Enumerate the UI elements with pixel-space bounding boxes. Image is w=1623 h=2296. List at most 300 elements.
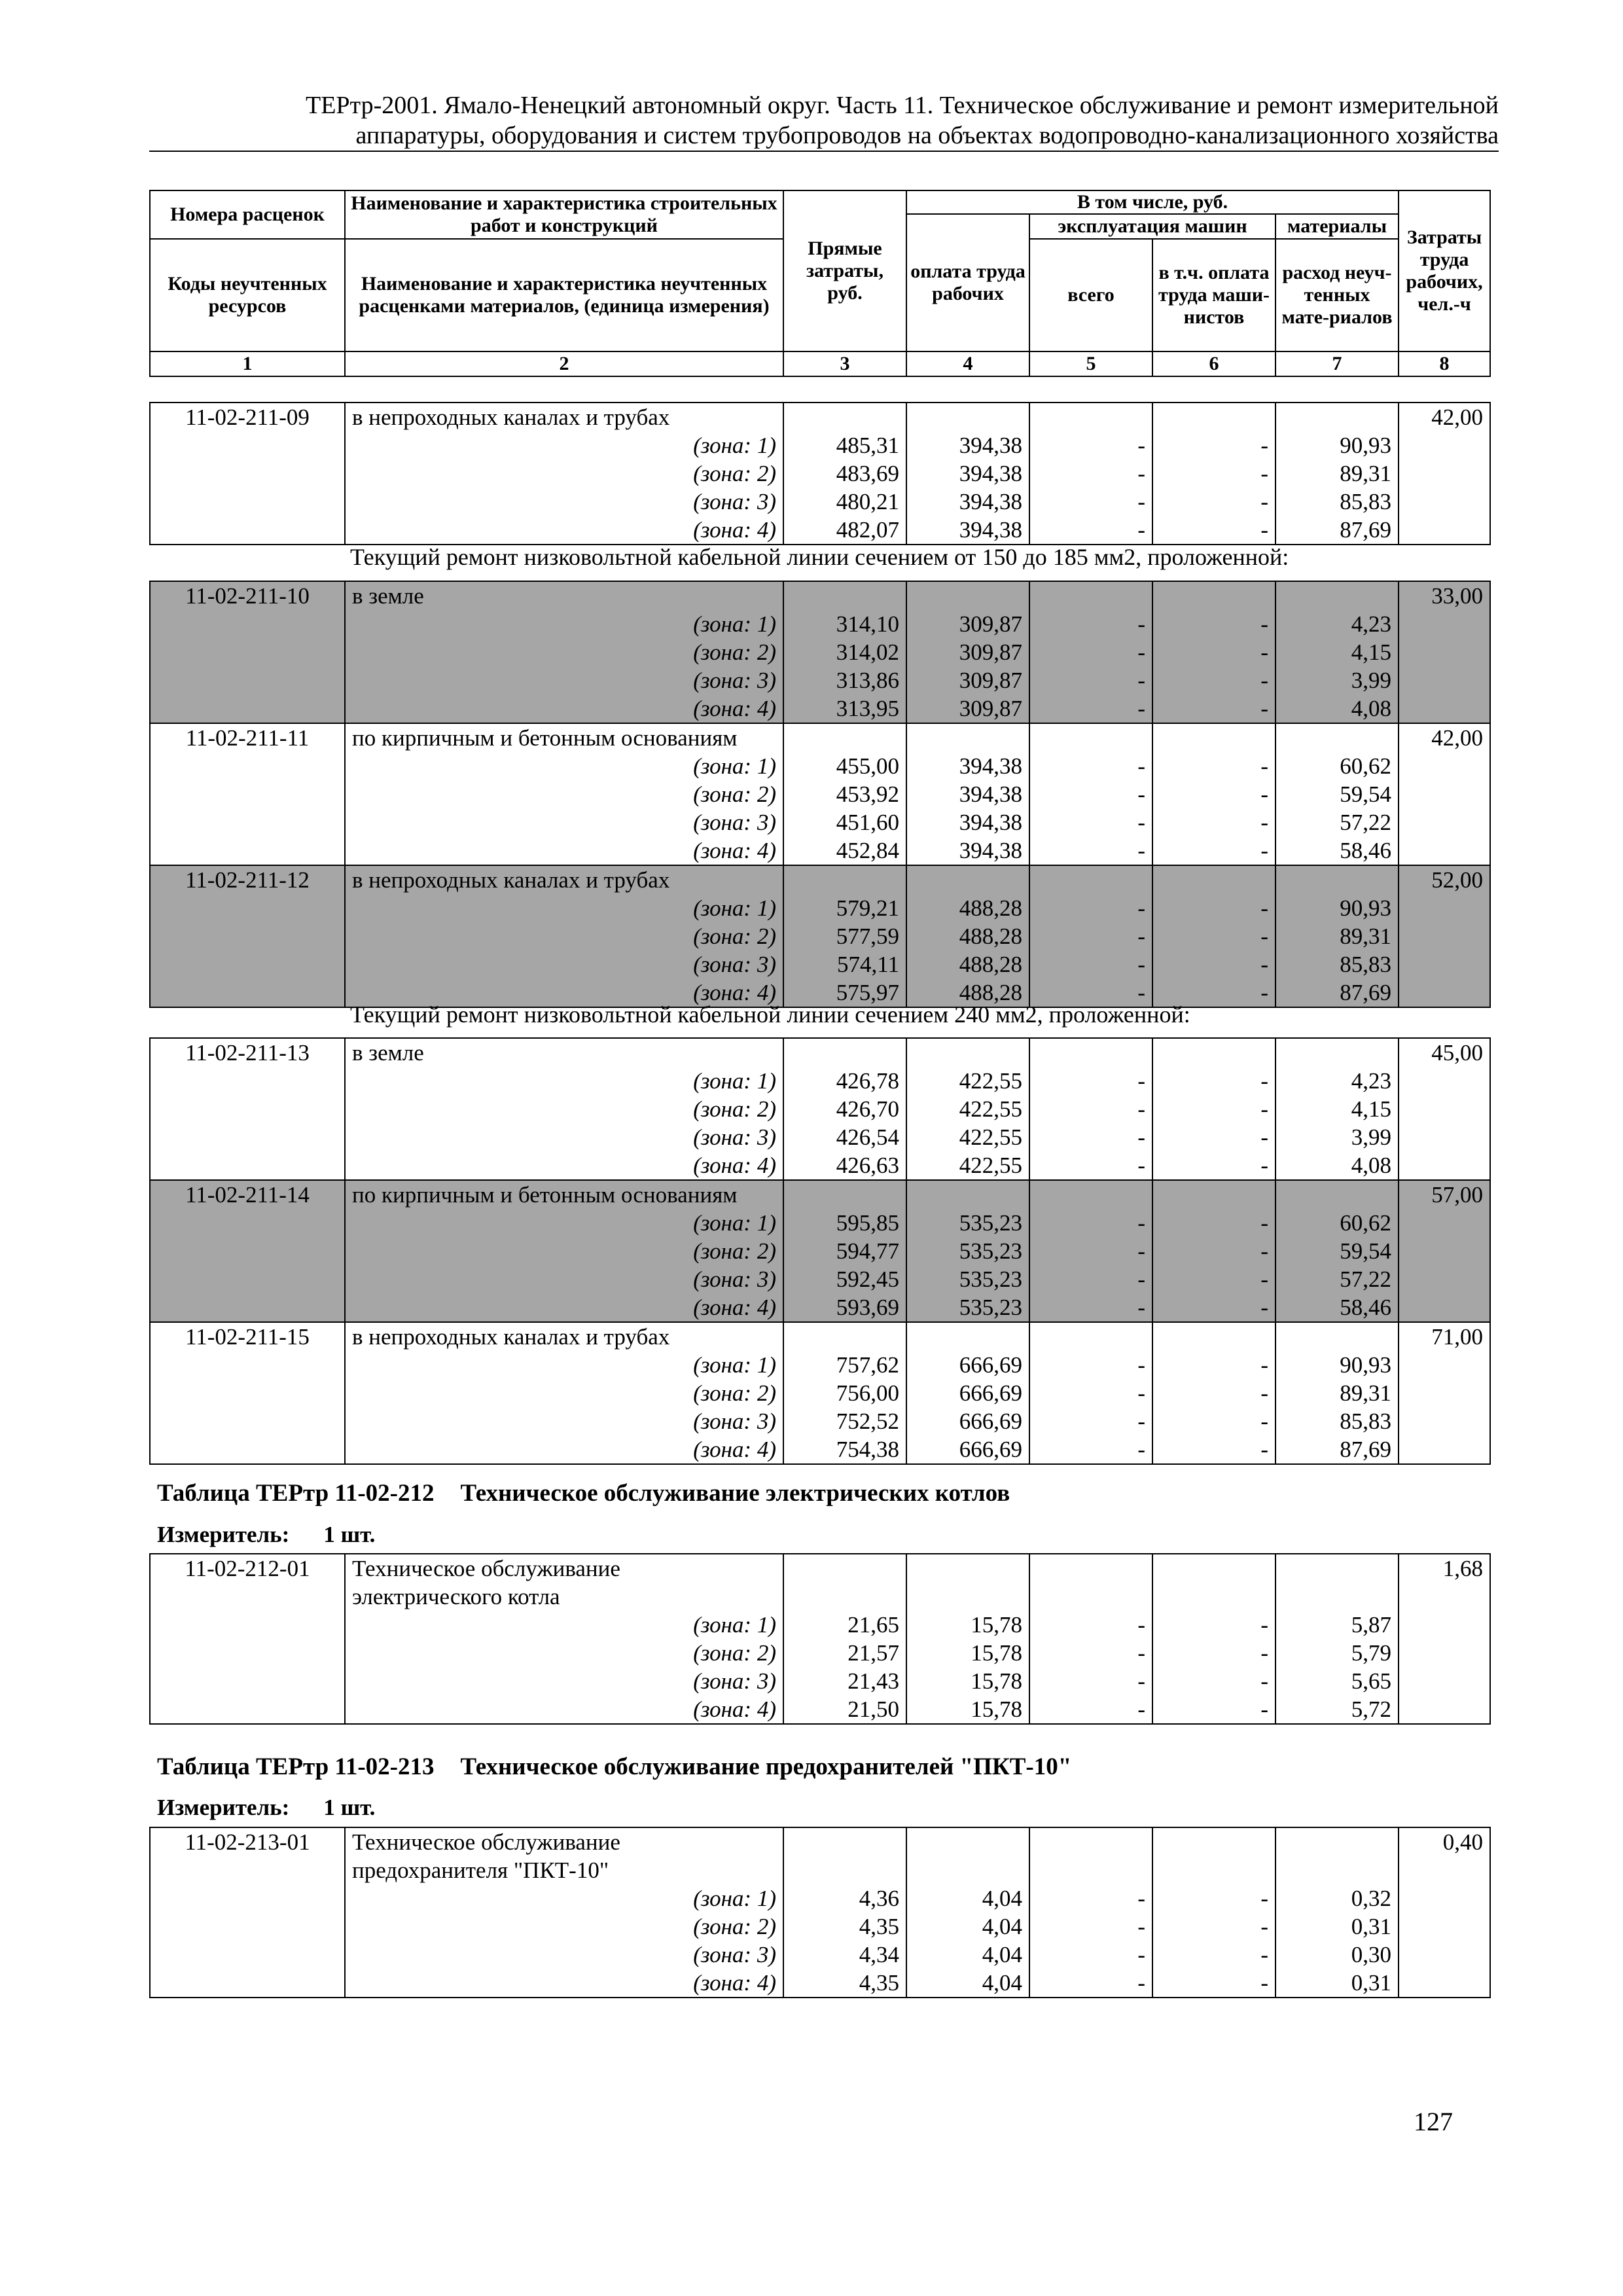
- col-number: 7: [1275, 351, 1399, 376]
- empty-cell: [1152, 1583, 1275, 1611]
- empty-cell: [150, 1151, 345, 1180]
- operator-wages: -: [1152, 1667, 1275, 1695]
- worker-wages: 422,55: [906, 1151, 1029, 1180]
- operator-wages: -: [1152, 950, 1275, 978]
- machines-header: эксплуатация машин: [1029, 214, 1275, 239]
- zone-label: (зона: 4): [345, 694, 783, 723]
- materials-cost: 59,54: [1275, 780, 1399, 808]
- empty-cell: [150, 1667, 345, 1695]
- empty-cell: [150, 488, 345, 516]
- empty-cell: [1399, 666, 1490, 694]
- table-name: Техническое обслуживание электрических котлов: [460, 1480, 1010, 1507]
- machines-total: -: [1029, 922, 1152, 950]
- header-line-2: аппаратуры, оборудования и систем трубопроводов на объектах водопроводно-канализационного хозяйства: [355, 122, 1499, 149]
- empty-cell: [150, 1639, 345, 1667]
- operator-wages: -: [1152, 1941, 1275, 1969]
- worker-wages: 666,69: [906, 1407, 1029, 1435]
- materials-cost: 4,23: [1275, 610, 1399, 638]
- machines-total: -: [1029, 694, 1152, 723]
- work-name: Техническое обслуживание: [345, 1554, 783, 1583]
- rate-code: 11-02-211-11: [150, 723, 345, 752]
- operator-wages: -: [1152, 694, 1275, 723]
- machines-total: -: [1029, 950, 1152, 978]
- rates-table: [149, 402, 1491, 545]
- empty-cell: [906, 1856, 1029, 1884]
- direct-cost: 752,52: [783, 1407, 906, 1435]
- col-number: 4: [906, 351, 1029, 376]
- table-row: [150, 922, 1490, 950]
- work-name: предохранителя "ПКТ-10": [345, 1856, 783, 1884]
- measure-label: Измеритель:: [157, 1795, 290, 1820]
- table-row: [150, 780, 1490, 808]
- machines-total: -: [1029, 666, 1152, 694]
- table-row: [150, 1856, 1490, 1884]
- worker-wages: 15,78: [906, 1639, 1029, 1667]
- empty-cell: [906, 403, 1029, 431]
- table-code: Таблица ТЕРтр 11-02-212: [157, 1480, 435, 1507]
- labor-hours: 0,40: [1399, 1827, 1490, 1856]
- empty-cell: [1399, 1237, 1490, 1265]
- direct-cost: 4,34: [783, 1941, 906, 1969]
- empty-cell: [1029, 1583, 1152, 1611]
- machines-total: -: [1029, 1912, 1152, 1941]
- machines-total: -: [1029, 1265, 1152, 1293]
- table-row: [150, 752, 1490, 780]
- operator-wages: -: [1152, 1695, 1275, 1724]
- materials-cost: 3,99: [1275, 666, 1399, 694]
- table-row: [150, 1237, 1490, 1265]
- col2-bottom-header: Наименование и характеристика неучтенных расценками материалов, (единица измерения): [345, 239, 783, 351]
- materials-cost: 87,69: [1275, 516, 1399, 545]
- empty-cell: [1029, 723, 1152, 752]
- rates-table: [149, 1553, 1491, 1725]
- labor-hours: 33,00: [1399, 581, 1490, 610]
- worker-wages: 488,28: [906, 978, 1029, 1007]
- empty-cell: [1399, 459, 1490, 488]
- col3-header: Прямые затраты, руб.: [783, 190, 906, 351]
- empty-cell: [150, 1067, 345, 1095]
- table-name: Техническое обслуживание предохранителей "ПКТ-10": [460, 1753, 1072, 1780]
- machines-total: -: [1029, 1293, 1152, 1322]
- machines-total: -: [1029, 1151, 1152, 1180]
- machines-total: -: [1029, 459, 1152, 488]
- labor-hours: 42,00: [1399, 723, 1490, 752]
- empty-cell: [150, 808, 345, 836]
- running-header: [149, 90, 1499, 152]
- worker-wages: 422,55: [906, 1067, 1029, 1095]
- empty-cell: [1399, 1265, 1490, 1293]
- empty-cell: [150, 780, 345, 808]
- operator-wages: -: [1152, 1969, 1275, 1998]
- table-row: [150, 723, 1490, 752]
- zone-label: (зона: 3): [345, 488, 783, 516]
- measure-label: Измеритель:: [157, 1522, 290, 1547]
- empty-cell: [150, 459, 345, 488]
- operator-wages: -: [1152, 488, 1275, 516]
- empty-cell: [1275, 723, 1399, 752]
- machines-total: -: [1029, 1407, 1152, 1435]
- empty-cell: [783, 1322, 906, 1351]
- direct-cost: 594,77: [783, 1237, 906, 1265]
- empty-cell: [1029, 1322, 1152, 1351]
- labor-hours: 57,00: [1399, 1180, 1490, 1209]
- materials-cost: 4,08: [1275, 694, 1399, 723]
- zone-label: (зона: 2): [345, 922, 783, 950]
- direct-cost: 4,35: [783, 1912, 906, 1941]
- operator-wages: -: [1152, 431, 1275, 459]
- empty-cell: [1152, 403, 1275, 431]
- materials-cost: 90,93: [1275, 894, 1399, 922]
- empty-cell: [1399, 894, 1490, 922]
- empty-cell: [1399, 516, 1490, 545]
- empty-cell: [783, 1554, 906, 1583]
- col2-top-header: Наименование и характеристика строительных работ и конструкций: [345, 190, 783, 239]
- zone-label: (зона: 3): [345, 1407, 783, 1435]
- empty-cell: [150, 1969, 345, 1998]
- direct-cost: 754,38: [783, 1435, 906, 1464]
- direct-cost: 483,69: [783, 459, 906, 488]
- labor-hours: 42,00: [1399, 403, 1490, 431]
- machines-total: -: [1029, 610, 1152, 638]
- zone-label: (зона: 4): [345, 978, 783, 1007]
- col-number: 5: [1029, 351, 1152, 376]
- table-row: [150, 1611, 1490, 1639]
- worker-wages: 394,38: [906, 780, 1029, 808]
- rate-code: 11-02-211-10: [150, 581, 345, 610]
- worker-wages: 394,38: [906, 431, 1029, 459]
- table-row: [150, 459, 1490, 488]
- operator-wages: -: [1152, 1611, 1275, 1639]
- direct-cost: 21,43: [783, 1667, 906, 1695]
- zone-label: (зона: 4): [345, 1293, 783, 1322]
- col8-header: Затраты труда рабочих, чел.-ч: [1399, 190, 1490, 351]
- work-name: электрического котла: [345, 1583, 783, 1611]
- direct-cost: 21,65: [783, 1611, 906, 1639]
- rate-code: 11-02-211-15: [150, 1322, 345, 1351]
- materials-cost: 5,72: [1275, 1695, 1399, 1724]
- worker-wages: 15,78: [906, 1611, 1029, 1639]
- empty-cell: [1399, 1695, 1490, 1724]
- machines-total: -: [1029, 1237, 1152, 1265]
- operator-wages: -: [1152, 1293, 1275, 1322]
- zone-label: (зона: 2): [345, 780, 783, 808]
- empty-cell: [1399, 1151, 1490, 1180]
- empty-cell: [150, 1209, 345, 1237]
- table-row: [150, 610, 1490, 638]
- empty-cell: [1399, 808, 1490, 836]
- materials-cost: 57,22: [1275, 808, 1399, 836]
- operator-wages: -: [1152, 894, 1275, 922]
- empty-cell: [1399, 1209, 1490, 1237]
- machines-total: -: [1029, 1639, 1152, 1667]
- empty-cell: [1275, 1856, 1399, 1884]
- operator-wages: -: [1152, 1067, 1275, 1095]
- work-name: в непроходных каналах и трубах: [345, 403, 783, 431]
- empty-cell: [150, 694, 345, 723]
- zone-label: (зона: 4): [345, 1969, 783, 1998]
- empty-cell: [1399, 978, 1490, 1007]
- operator-wages: -: [1152, 1884, 1275, 1912]
- direct-cost: 574,11: [783, 950, 906, 978]
- col1-bottom-header: Коды неучтенных ресурсов: [150, 239, 345, 351]
- materials-cost: 5,87: [1275, 1611, 1399, 1639]
- materials-header: материалы: [1275, 214, 1399, 239]
- table-row: [150, 1912, 1490, 1941]
- materials-cost: 0,31: [1275, 1969, 1399, 1998]
- materials-cost: 3,99: [1275, 1123, 1399, 1151]
- machines-total: -: [1029, 638, 1152, 666]
- machines-total: -: [1029, 1969, 1152, 1998]
- empty-cell: [150, 836, 345, 865]
- empty-cell: [1275, 1180, 1399, 1209]
- empty-cell: [1399, 694, 1490, 723]
- empty-cell: [150, 1237, 345, 1265]
- worker-wages: 4,04: [906, 1884, 1029, 1912]
- table-row: [150, 1265, 1490, 1293]
- direct-cost: 426,54: [783, 1123, 906, 1151]
- zone-label: (зона: 1): [345, 1351, 783, 1379]
- operator-wages: -: [1152, 666, 1275, 694]
- machines-total: -: [1029, 836, 1152, 865]
- machines-total: -: [1029, 1667, 1152, 1695]
- empty-cell: [150, 610, 345, 638]
- machines-total: -: [1029, 1695, 1152, 1724]
- work-name: в земле: [345, 581, 783, 610]
- empty-cell: [150, 1611, 345, 1639]
- labor-hours: 45,00: [1399, 1038, 1490, 1067]
- empty-cell: [150, 1583, 345, 1611]
- empty-cell: [783, 581, 906, 610]
- table-row: [150, 1667, 1490, 1695]
- empty-cell: [1399, 1667, 1490, 1695]
- direct-cost: 314,02: [783, 638, 906, 666]
- materials-cost: 87,69: [1275, 978, 1399, 1007]
- col5-header: всего: [1029, 239, 1152, 351]
- zone-label: (зона: 3): [345, 950, 783, 978]
- table-row: [150, 581, 1490, 610]
- col-number: 3: [783, 351, 906, 376]
- operator-wages: -: [1152, 752, 1275, 780]
- direct-cost: 485,31: [783, 431, 906, 459]
- empty-cell: [150, 516, 345, 545]
- worker-wages: 394,38: [906, 459, 1029, 488]
- direct-cost: 579,21: [783, 894, 906, 922]
- worker-wages: 309,87: [906, 666, 1029, 694]
- col-number: 2: [345, 351, 783, 376]
- col4-header: оплата труда рабочих: [906, 214, 1029, 351]
- table-213-title: [157, 1753, 1071, 1781]
- empty-cell: [783, 1856, 906, 1884]
- table-row: [150, 1379, 1490, 1407]
- table-row: [150, 1209, 1490, 1237]
- work-name: в непроходных каналах и трубах: [345, 1322, 783, 1351]
- rate-code: 11-02-211-14: [150, 1180, 345, 1209]
- zone-label: (зона: 3): [345, 1941, 783, 1969]
- machines-total: -: [1029, 1611, 1152, 1639]
- zone-label: (зона: 1): [345, 752, 783, 780]
- direct-cost: 21,50: [783, 1695, 906, 1724]
- empty-cell: [1399, 431, 1490, 459]
- empty-cell: [906, 1554, 1029, 1583]
- worker-wages: 535,23: [906, 1293, 1029, 1322]
- operator-wages: -: [1152, 780, 1275, 808]
- empty-cell: [150, 1123, 345, 1151]
- empty-cell: [1275, 403, 1399, 431]
- materials-cost: 0,32: [1275, 1884, 1399, 1912]
- materials-cost: 4,08: [1275, 1151, 1399, 1180]
- operator-wages: -: [1152, 610, 1275, 638]
- direct-cost: 426,78: [783, 1067, 906, 1095]
- table-row: [150, 1322, 1490, 1351]
- materials-cost: 89,31: [1275, 922, 1399, 950]
- direct-cost: 452,84: [783, 836, 906, 865]
- table-213-measure: [157, 1795, 375, 1821]
- empty-cell: [150, 1407, 345, 1435]
- zone-label: (зона: 4): [345, 516, 783, 545]
- rate-code: 11-02-211-09: [150, 403, 345, 431]
- empty-cell: [1152, 865, 1275, 894]
- worker-wages: 309,87: [906, 638, 1029, 666]
- machines-total: -: [1029, 894, 1152, 922]
- table-row: [150, 694, 1490, 723]
- col7-header: расход неуч-тенных мате-риалов: [1275, 239, 1399, 351]
- empty-cell: [150, 894, 345, 922]
- empty-cell: [150, 1941, 345, 1969]
- direct-cost: 426,70: [783, 1095, 906, 1123]
- table-row: [150, 808, 1490, 836]
- materials-cost: 60,62: [1275, 752, 1399, 780]
- rates-table: [149, 1037, 1491, 1465]
- rates-table: [149, 1827, 1491, 1998]
- machines-total: -: [1029, 780, 1152, 808]
- table-212-measure: [157, 1522, 375, 1548]
- operator-wages: -: [1152, 1639, 1275, 1667]
- direct-cost: 314,10: [783, 610, 906, 638]
- operator-wages: -: [1152, 459, 1275, 488]
- machines-total: -: [1029, 488, 1152, 516]
- section-heading: Текущий ремонт низковольтной кабельной линии сечением от 150 до 185 мм2, проложенной:: [350, 544, 1289, 570]
- empty-cell: [906, 581, 1029, 610]
- labor-hours: 52,00: [1399, 865, 1490, 894]
- worker-wages: 666,69: [906, 1435, 1029, 1464]
- machines-total: -: [1029, 1884, 1152, 1912]
- empty-cell: [783, 1827, 906, 1856]
- machines-total: -: [1029, 1941, 1152, 1969]
- direct-cost: 575,97: [783, 978, 906, 1007]
- zone-label: (зона: 3): [345, 666, 783, 694]
- direct-cost: 4,36: [783, 1884, 906, 1912]
- empty-cell: [1399, 1639, 1490, 1667]
- zone-label: (зона: 1): [345, 1067, 783, 1095]
- materials-cost: 85,83: [1275, 1407, 1399, 1435]
- empty-cell: [1275, 865, 1399, 894]
- zone-label: (зона: 1): [345, 894, 783, 922]
- empty-cell: [1399, 922, 1490, 950]
- worker-wages: 309,87: [906, 694, 1029, 723]
- direct-cost: 4,35: [783, 1969, 906, 1998]
- labor-hours: 1,68: [1399, 1554, 1490, 1583]
- empty-cell: [150, 638, 345, 666]
- table-row: [150, 1969, 1490, 1998]
- table-row: [150, 1407, 1490, 1435]
- operator-wages: -: [1152, 1123, 1275, 1151]
- table-row: [150, 1123, 1490, 1151]
- table-row: [150, 516, 1490, 545]
- empty-cell: [1399, 1611, 1490, 1639]
- zone-label: (зона: 4): [345, 1151, 783, 1180]
- empty-cell: [150, 752, 345, 780]
- direct-cost: 451,60: [783, 808, 906, 836]
- table-row: [150, 1639, 1490, 1667]
- table-row: [150, 1435, 1490, 1464]
- table-row: [150, 1293, 1490, 1322]
- operator-wages: -: [1152, 1095, 1275, 1123]
- materials-cost: 4,15: [1275, 638, 1399, 666]
- empty-cell: [783, 1180, 906, 1209]
- empty-cell: [150, 978, 345, 1007]
- machines-total: -: [1029, 1351, 1152, 1379]
- materials-cost: 85,83: [1275, 950, 1399, 978]
- col-number: 6: [1152, 351, 1275, 376]
- worker-wages: 488,28: [906, 894, 1029, 922]
- table-row: [150, 894, 1490, 922]
- empty-cell: [1152, 581, 1275, 610]
- direct-cost: 313,86: [783, 666, 906, 694]
- worker-wages: 394,38: [906, 836, 1029, 865]
- empty-cell: [1275, 1583, 1399, 1611]
- table-row: [150, 1695, 1490, 1724]
- work-name: в непроходных каналах и трубах: [345, 865, 783, 894]
- machines-total: -: [1029, 978, 1152, 1007]
- materials-cost: 90,93: [1275, 1351, 1399, 1379]
- table-row: [150, 1941, 1490, 1969]
- rate-code: 11-02-213-01: [150, 1827, 345, 1856]
- empty-cell: [1399, 1583, 1490, 1611]
- empty-cell: [1399, 1884, 1490, 1912]
- empty-cell: [906, 723, 1029, 752]
- empty-cell: [1152, 1322, 1275, 1351]
- empty-cell: [906, 1038, 1029, 1067]
- operator-wages: -: [1152, 1351, 1275, 1379]
- machines-total: -: [1029, 1067, 1152, 1095]
- zone-label: (зона: 2): [345, 1912, 783, 1941]
- worker-wages: 394,38: [906, 516, 1029, 545]
- worker-wages: 422,55: [906, 1095, 1029, 1123]
- empty-cell: [150, 922, 345, 950]
- worker-wages: 666,69: [906, 1351, 1029, 1379]
- empty-cell: [1275, 1827, 1399, 1856]
- empty-cell: [1029, 865, 1152, 894]
- worker-wages: 309,87: [906, 610, 1029, 638]
- empty-cell: [1399, 488, 1490, 516]
- materials-cost: 4,15: [1275, 1095, 1399, 1123]
- empty-cell: [906, 1322, 1029, 1351]
- operator-wages: -: [1152, 1209, 1275, 1237]
- rate-code: 11-02-212-01: [150, 1554, 345, 1583]
- empty-cell: [783, 403, 906, 431]
- empty-cell: [1399, 752, 1490, 780]
- table-row: [150, 431, 1490, 459]
- empty-cell: [150, 666, 345, 694]
- operator-wages: -: [1152, 922, 1275, 950]
- table-row: [150, 488, 1490, 516]
- empty-cell: [1399, 1351, 1490, 1379]
- empty-cell: [1275, 1038, 1399, 1067]
- empty-cell: [1399, 1941, 1490, 1969]
- materials-cost: 89,31: [1275, 459, 1399, 488]
- empty-cell: [150, 1265, 345, 1293]
- table-code: Таблица ТЕРтр 11-02-213: [157, 1753, 435, 1780]
